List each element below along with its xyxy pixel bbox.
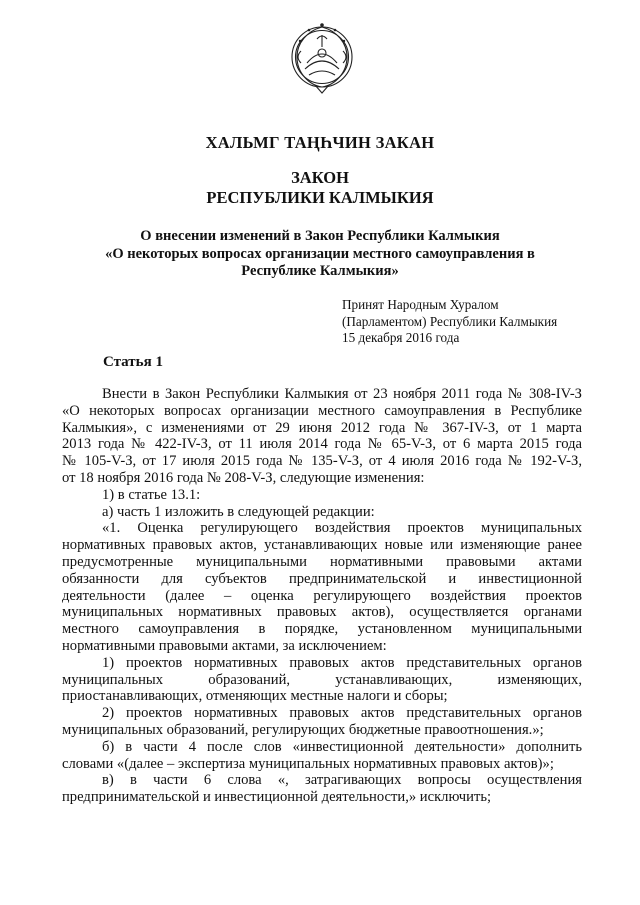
body-line: 2013 года № 422-IV-З, от 11 июля 2014 года № 65-V-З, от 6 марта 2015 года [62, 436, 582, 453]
body-line: приостанавливающих, отменяющих местные налоги и сборы; [62, 688, 448, 705]
body-line: 1) в статье 13.1: [102, 486, 201, 503]
adoption-line: Принят Народным Хуралом [342, 297, 499, 312]
law-title [0, 228, 640, 281]
law-title-line: Республике Калмыкия» [241, 263, 399, 279]
body-line: муниципальных образований, регулирующих бюджетные правоотношения.»; [62, 721, 544, 738]
adoption-date: 15 декабря 2016 года [342, 330, 460, 345]
article-body [62, 386, 582, 806]
body-line: нормативными правовыми актами, за исключением: [62, 637, 387, 654]
body-line: деятельности (далее – оценка регулирующего воздействия проектов [62, 587, 582, 604]
coat-of-arms-emblem [287, 17, 357, 97]
body-line: предусмотренные муниципальными нормативными правовыми актами [62, 553, 582, 570]
body-line: муниципальных образований, устанавливающих, изменяющих, [62, 671, 582, 688]
body-line: Внести в Закон Республики Калмыкия от 23 ноября 2011 года № 308-IV-З [102, 386, 582, 402]
body-line: словами «(далее – экспертиза муниципальных нормативных правовых актов)»; [62, 755, 554, 772]
body-line: муниципальных нормативных правовых актов), осуществляется органами [62, 604, 582, 621]
body-line: местного самоуправления в порядке, установленном муниципальными [62, 621, 582, 638]
kalmyk-law-title: ХАЛЬМГ ТАҢҺЧИН ЗАКАН [205, 133, 435, 152]
body-line: 2) проектов нормативных правовых актов представительных органов [102, 705, 582, 722]
body-line: от 18 ноября 2016 года № 208-V-З, следующие изменения: [62, 469, 425, 486]
body-line: в) в части 6 слова «, затрагивающих вопросы осуществления [102, 772, 582, 789]
adoption-line: (Парламентом) Республики Калмыкия [342, 313, 558, 329]
republic-heading: РЕСПУБЛИКИ КАЛМЫКИЯ [206, 188, 434, 207]
body-line: а) часть 1 изложить в следующей редакции: [102, 503, 375, 520]
body-line: «1. Оценка регулирующего воздействия проектов муниципальных [102, 520, 582, 537]
law-heading: ЗАКОН [291, 168, 349, 187]
body-line: б) в части 4 после слов «инвестиционной деятельности» дополнить [102, 738, 582, 755]
body-line: 1) проектов нормативных правовых актов представительных органов [102, 654, 582, 671]
adoption-note [342, 297, 582, 347]
body-line: Калмыкия», с изменениями от 29 июня 2012 года № 367-IV-З, от 1 марта [62, 419, 582, 436]
body-line: нормативных правовых актов, устанавливающих новые или изменяющие ранее [62, 537, 582, 554]
body-line: обязанности для субъектов предпринимательской и инвестиционной [62, 570, 582, 587]
body-line: № 105-V-З, от 17 июля 2015 года № 135-V-З, от 4 июля 2016 года № 192-V-З, [62, 453, 582, 470]
article-heading: Статья 1 [103, 354, 163, 370]
body-line: «О некоторых вопросах организации местного самоуправления в Республике [62, 402, 582, 419]
law-title-line: О внесении изменений в Закон Республики Калмыкия [140, 228, 500, 244]
law-title-line: «О некоторых вопросах организации местного самоуправления в [105, 245, 535, 262]
body-line: предпринимательской и инвестиционной деятельности,» исключить; [62, 789, 492, 806]
